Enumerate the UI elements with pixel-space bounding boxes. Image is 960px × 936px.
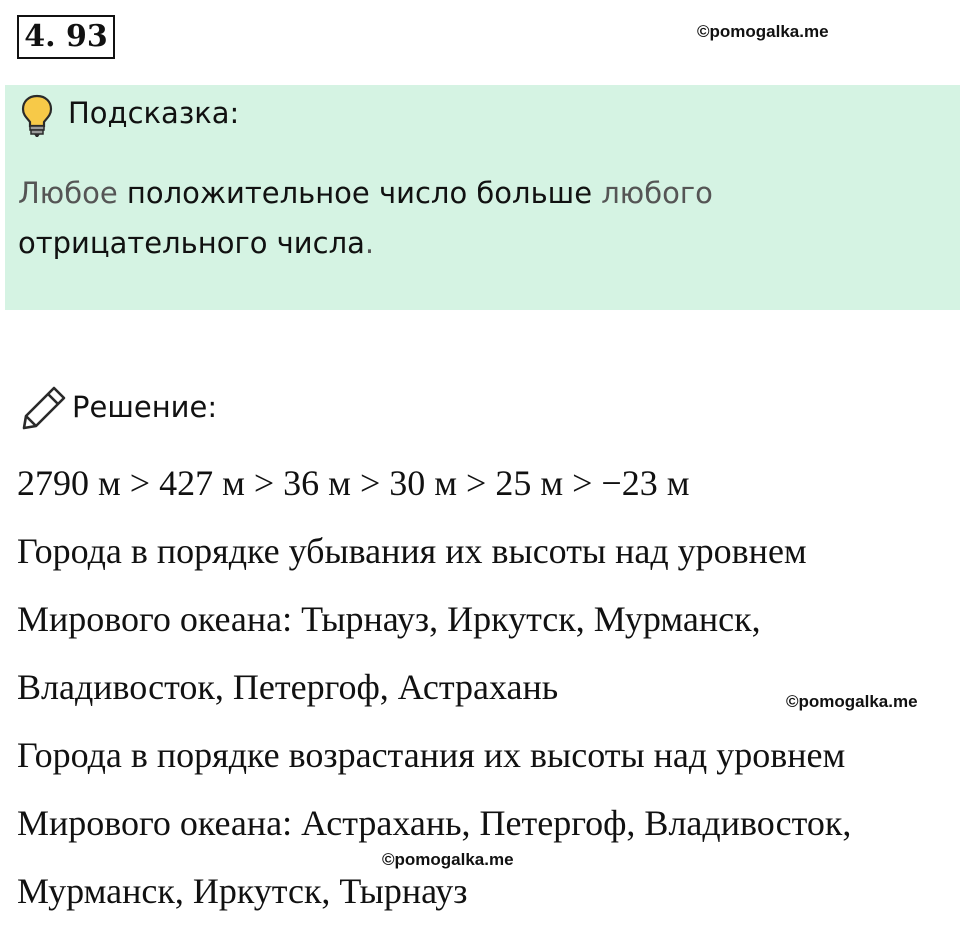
problem-number: 4. 93 — [17, 15, 115, 59]
hint-title: Подсказка: — [68, 96, 240, 130]
watermark-bottom: ©pomogalka.me — [382, 850, 514, 869]
watermark-top: ©pomogalka.me — [697, 22, 829, 41]
solution-line: 2790 м > 427 м > 36 м > 30 м > 25 м > −23 м — [17, 463, 690, 503]
hint-bold-negative: отрицательного числа — [18, 226, 365, 260]
solution-title: Решение: — [72, 390, 218, 424]
hint-text: Любое положительное число больше любого отрицательного числа. — [18, 176, 713, 260]
solution-line: Владивосток, Петергоф, Астрахань — [17, 667, 559, 707]
solution-line: Города в порядке возрастания их высоты над уровнем — [17, 735, 846, 775]
watermark-middle: ©pomogalka.me — [786, 692, 918, 711]
hint-bold-positive: положительное число больше — [126, 176, 593, 210]
solution-line: Города в порядке убывания их высоты над уровнем — [17, 531, 807, 571]
solution-line: Мирового океана: Астрахань, Петергоф, Владивосток, — [17, 803, 852, 843]
solution-line: Мурманск, Иркутск, Тырнауз — [17, 871, 468, 911]
solution-line: Мирового океана: Тырнауз, Иркутск, Мурманск, — [17, 599, 761, 639]
pencil-icon — [20, 384, 68, 432]
lightbulb-icon — [20, 94, 54, 138]
